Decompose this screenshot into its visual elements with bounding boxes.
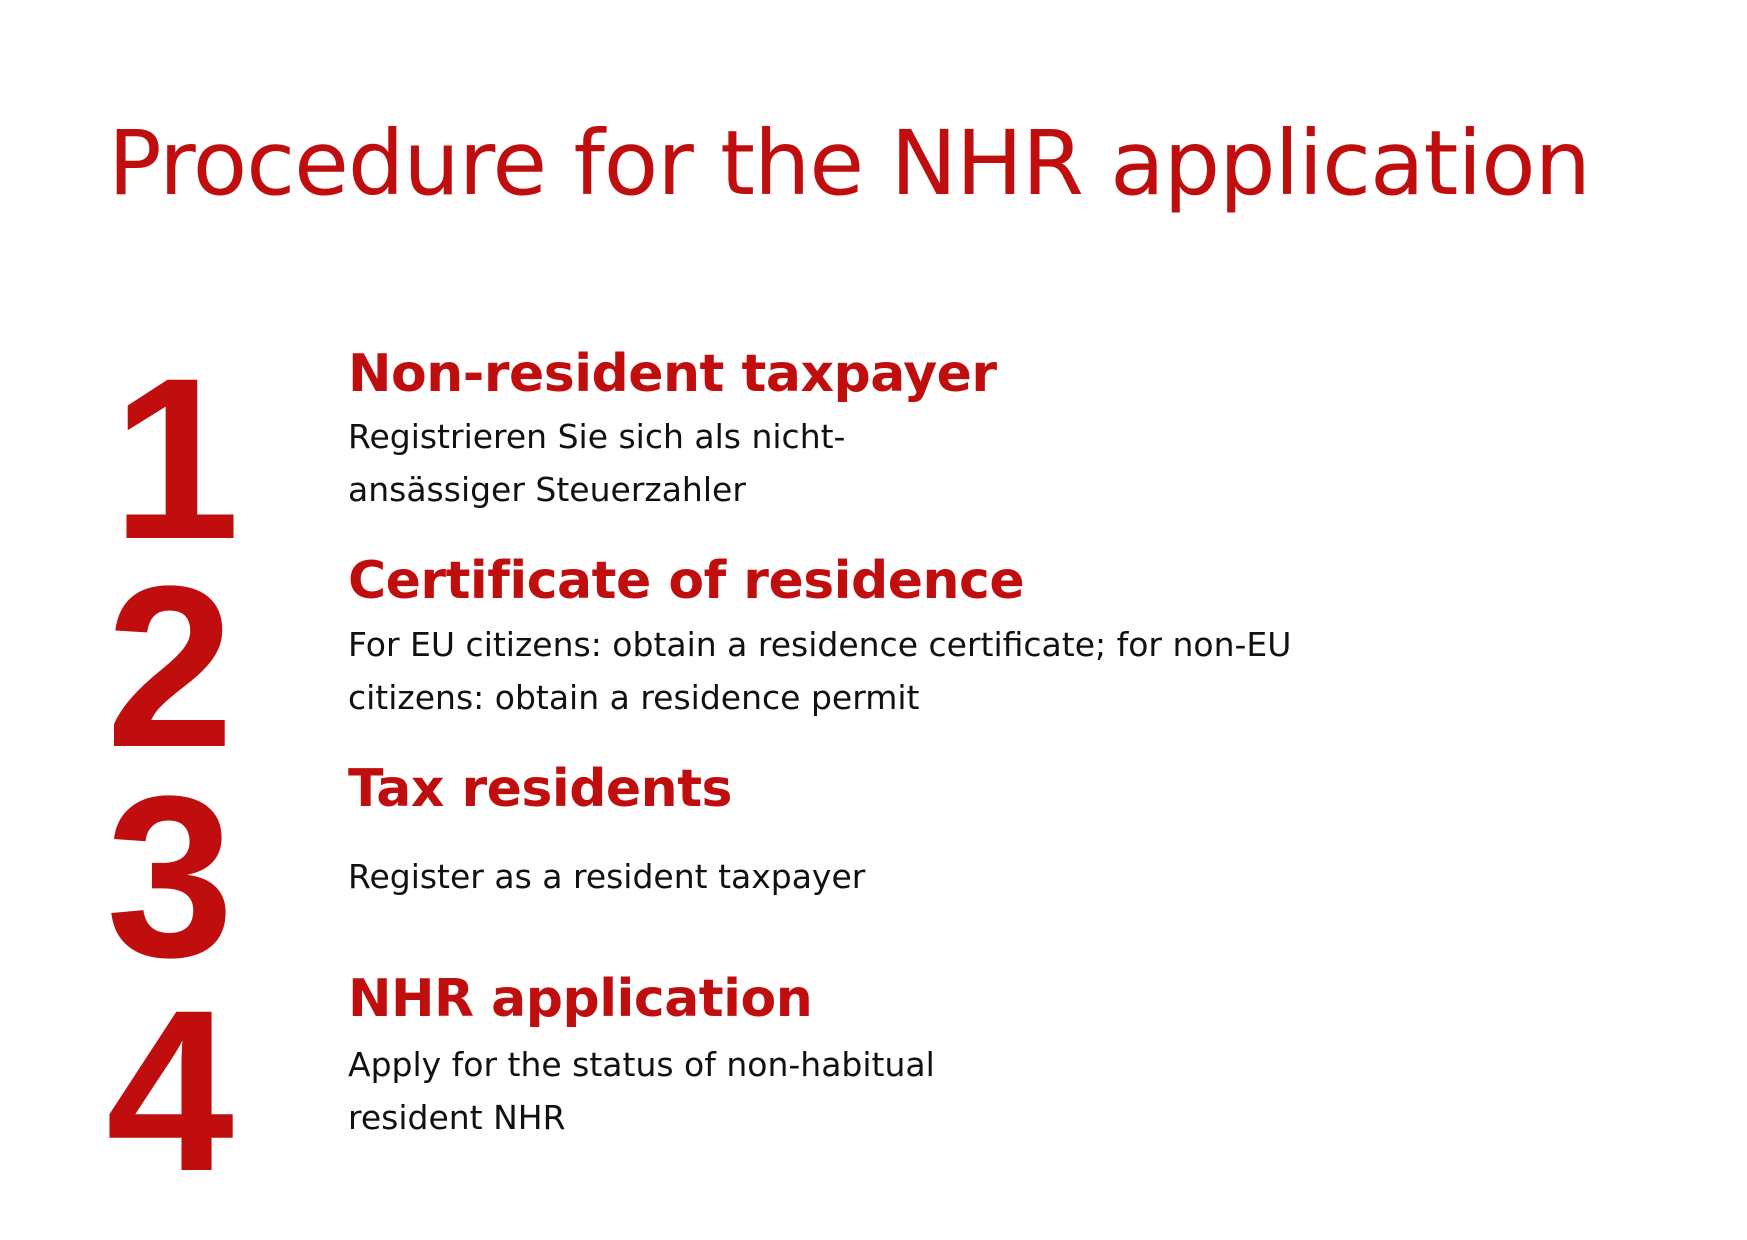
- step-description-1: Registrieren Sie sich als nicht-ansässiger Steuerzahler: [348, 417, 846, 509]
- page-title: Procedure for the NHR application: [108, 111, 1591, 215]
- step-title-3: Tax residents: [348, 759, 733, 819]
- step-title-2: Certificate of residence: [348, 551, 1025, 611]
- step-number-3: 3: [106, 748, 230, 1005]
- step-number-2: 2: [106, 538, 230, 795]
- step-number-1: 1: [112, 330, 236, 587]
- step-description-4: Apply for the status of non-habitual resident NHR: [348, 1045, 935, 1137]
- step-number-4: 4: [106, 962, 230, 1219]
- step-title-4: NHR application: [348, 969, 813, 1029]
- step-description-3: Register as a resident taxpayer: [348, 857, 866, 896]
- step-title-1: Non-resident taxpayer: [348, 344, 997, 404]
- step-description-2: For EU citizens: obtain a residence certificate; for non-EU citizens: obtain a residence permit: [348, 625, 1292, 717]
